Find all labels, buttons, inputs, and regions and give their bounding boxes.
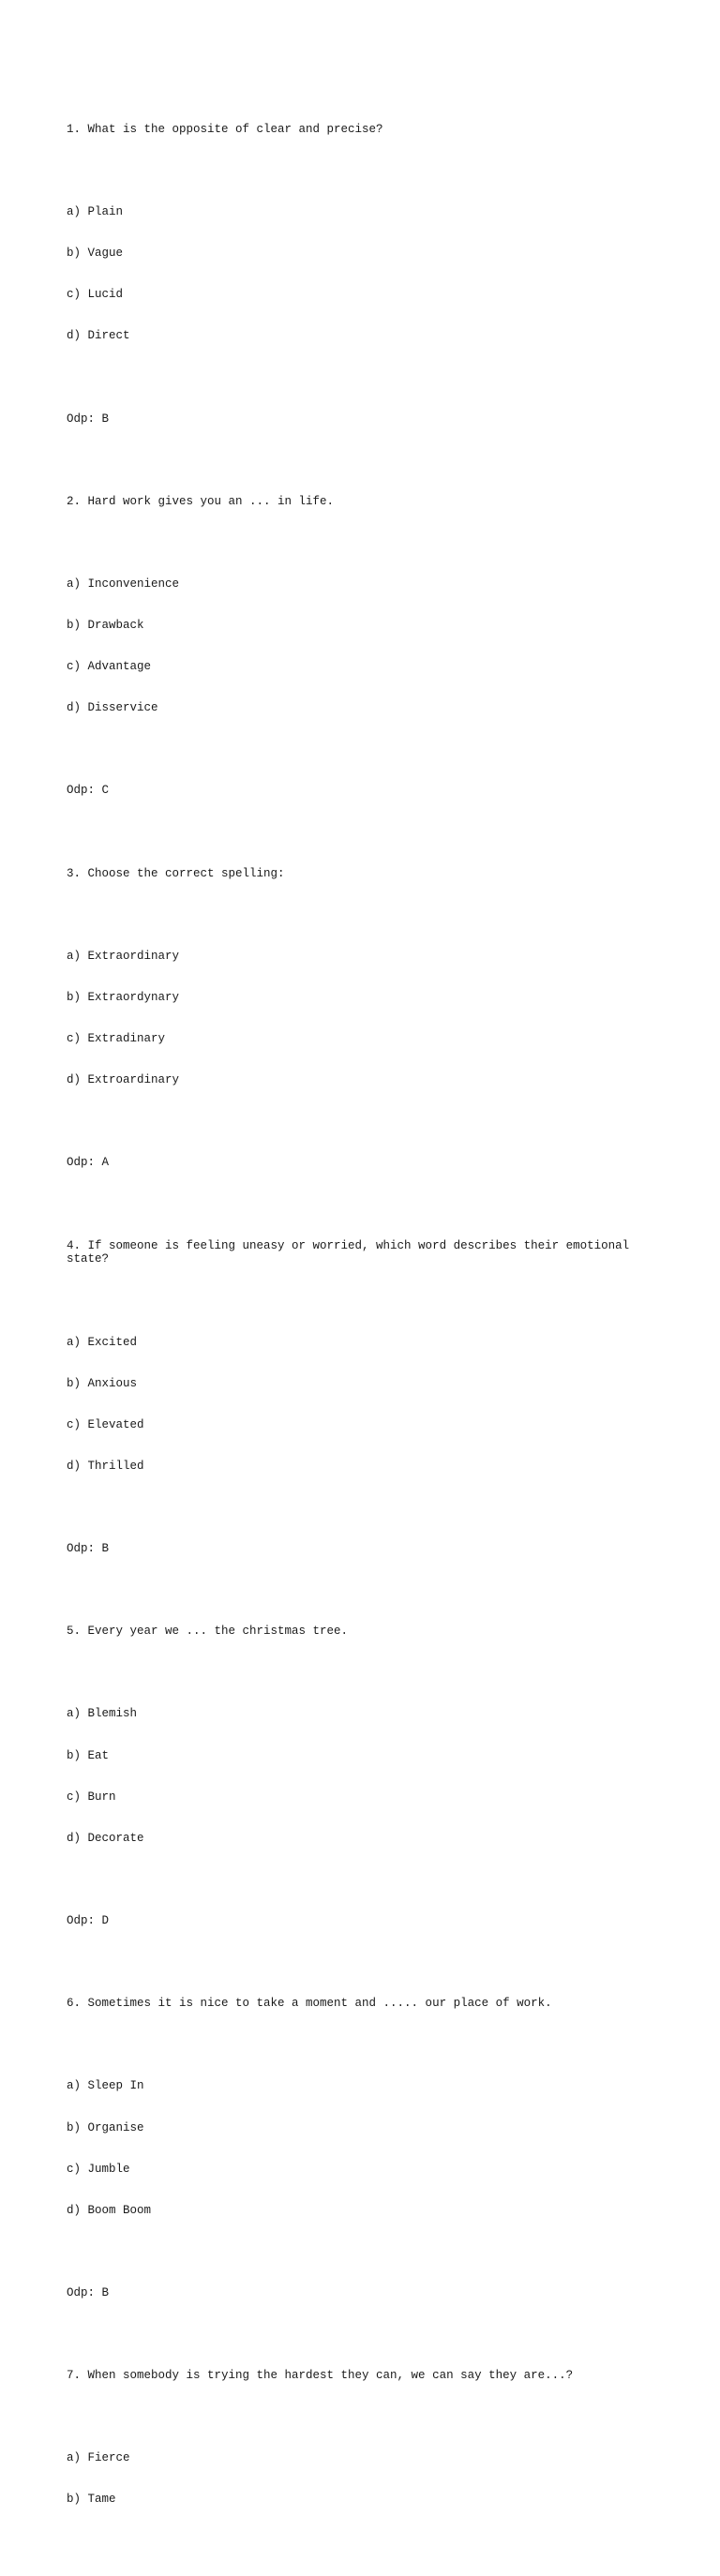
options-7 — [67, 2424, 648, 2535]
option: c) Elevated — [67, 1417, 144, 1431]
option: d) Boom Boom — [67, 2203, 152, 2217]
answer-6 — [67, 2286, 648, 2300]
question-4: 4. If someone is feeling uneasy or worried, which word describes their emotional state? — [67, 1238, 637, 1266]
question-1: 1. What is the opposite of clear and precise? — [67, 122, 383, 136]
answer-label: Odp: — [67, 1156, 102, 1170]
option: b) Drawback — [67, 619, 144, 633]
option: d) Decorate — [67, 1831, 144, 1845]
answer-value: B — [101, 1542, 110, 1556]
option: c) Jumble — [67, 2162, 130, 2176]
question-3: 3. Choose the correct spelling: — [67, 866, 285, 880]
option: a) Plain — [67, 205, 124, 219]
option: c) Burn — [67, 1790, 116, 1804]
answer-label: Odp: — [67, 1542, 102, 1556]
option: b) Organise — [67, 2120, 144, 2134]
options-5 — [67, 1680, 648, 1873]
answer-3 — [67, 1156, 648, 1170]
answer-4 — [67, 1542, 648, 1556]
option: c) Advantage — [67, 660, 152, 674]
options-2 — [67, 550, 648, 743]
option: d) Thrilled — [67, 1459, 144, 1473]
option: b) Eat — [67, 1748, 110, 1762]
option: d) Extroardinary — [67, 1073, 180, 1087]
question-5: 5. Every year we ... the christmas tree. — [67, 1625, 349, 1639]
option: d) Disservice — [67, 701, 158, 715]
options-1 — [67, 178, 648, 371]
option: a) Sleep In — [67, 2079, 144, 2093]
option: a) Fierce — [67, 2451, 130, 2465]
option: a) Inconvenience — [67, 577, 180, 591]
options-4 — [67, 1308, 648, 1501]
answer-value: C — [101, 784, 110, 798]
answer-value: A — [101, 1156, 110, 1170]
answer-label: Odp: — [67, 784, 102, 798]
options-6 — [67, 2052, 648, 2245]
answer-label: Odp: — [67, 2285, 102, 2299]
option: a) Excited — [67, 1335, 138, 1349]
option: c) Extradinary — [67, 1032, 166, 1046]
option: a) Extraordinary — [67, 949, 180, 963]
question-6: 6. Sometimes it is nice to take a moment and ..... our place of work. — [67, 1997, 552, 2011]
answer-1 — [67, 412, 648, 427]
answer-value: B — [101, 412, 110, 426]
answer-2 — [67, 784, 648, 798]
option: b) Tame — [67, 2493, 116, 2507]
question-7: 7. When somebody is trying the hardest they can, we can say they are...? — [67, 2369, 574, 2383]
answer-label: Odp: — [67, 1914, 102, 1927]
options-3 — [67, 921, 648, 1115]
answer-value: B — [101, 2285, 110, 2299]
answer-label: Odp: — [67, 412, 102, 426]
option: b) Anxious — [67, 1376, 138, 1390]
option: d) Direct — [67, 329, 130, 343]
question-2: 2. Hard work gives you an ... in life. — [67, 494, 335, 508]
document-page — [67, 67, 648, 2576]
option: b) Vague — [67, 247, 124, 261]
option: c) Lucid — [67, 288, 124, 302]
option: b) Extraordynary — [67, 991, 180, 1004]
option: a) Blemish — [67, 1707, 138, 1721]
answer-value: D — [101, 1914, 110, 1927]
answer-5 — [67, 1914, 648, 1928]
